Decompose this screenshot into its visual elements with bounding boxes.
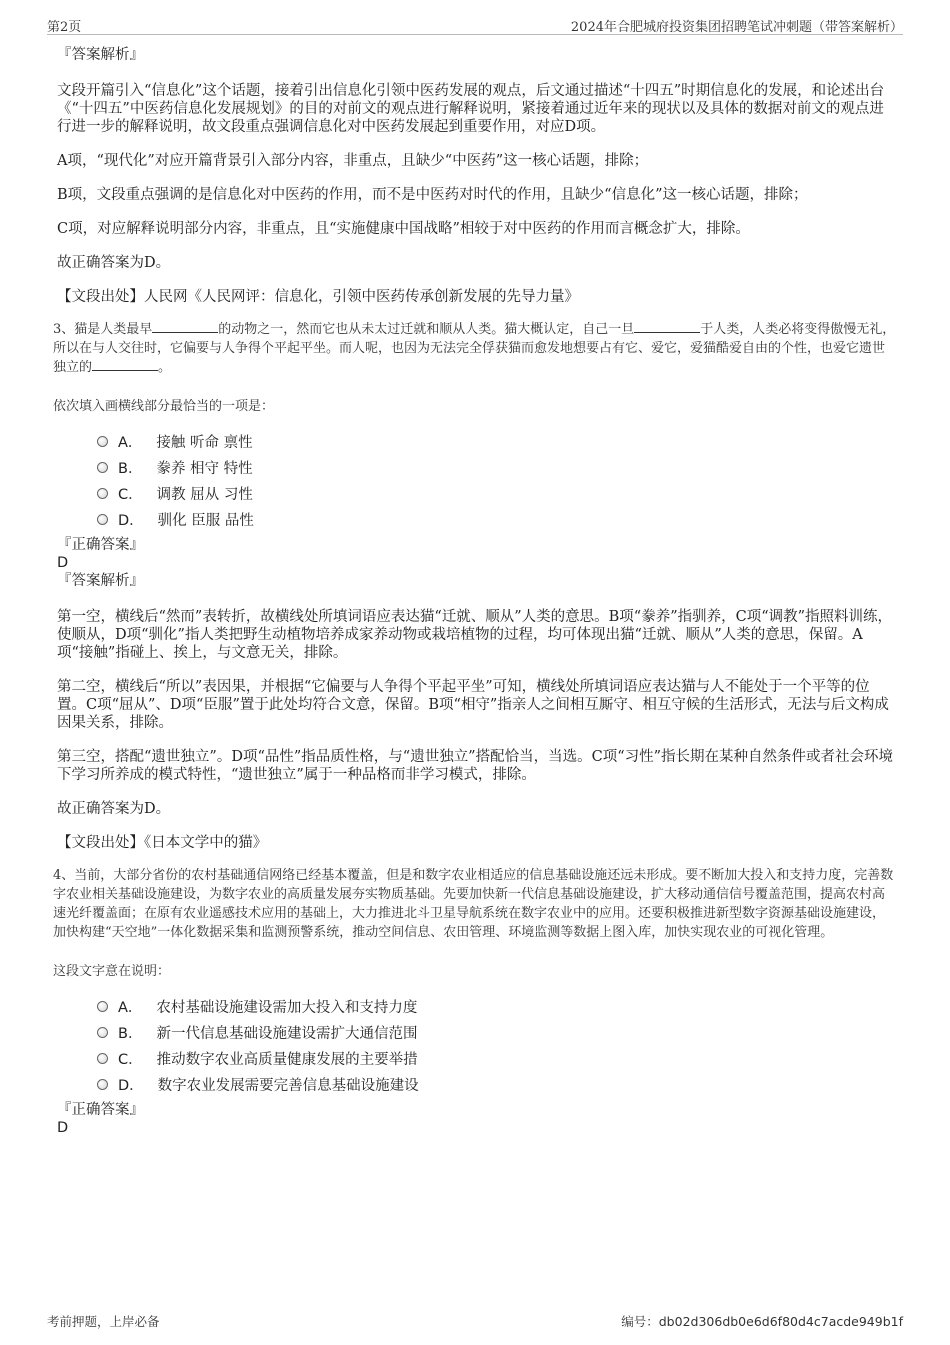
source: 【文段出处】《日本文学中的猫》 — [57, 835, 268, 851]
q3-option-d[interactable]: D． 驯化 臣服 品性 — [97, 506, 897, 532]
radio-icon[interactable] — [97, 488, 108, 499]
q3-option-b[interactable]: B． 豢养 相守 特性 — [97, 454, 897, 480]
document-title: 2024年合肥城府投资集团招聘笔试冲刺题（带答案解析） — [570, 20, 903, 35]
option-b-analysis: B项，文段重点强调的是信息化对中医药的作用，而不是中医药对时代的作用，且缺少“信息化”这一核心话题，排除； — [57, 187, 808, 203]
conclusion: 故正确答案为D。 — [57, 801, 171, 817]
option-a-analysis: A项，“现代化”对应开篇背景引入部分内容，非重点，且缺少“中医药”这一核心话题，排除； — [57, 153, 649, 169]
blank-2 — [634, 320, 700, 333]
source: 【文段出处】人民网《人民网评：信息化，引领中医药传承创新发展的先导力量》 — [57, 289, 579, 305]
answer-value: D — [57, 555, 69, 571]
q3-option-c[interactable]: C． 调教 屈从 习性 — [97, 480, 897, 506]
radio-icon[interactable] — [97, 1053, 108, 1064]
question-3-options — [97, 428, 897, 532]
radio-icon[interactable] — [97, 1079, 108, 1090]
conclusion: 故正确答案为D。 — [57, 255, 171, 271]
q4-option-a[interactable]: A． 农村基础设施建设需加大投入和支持力度 — [97, 993, 897, 1019]
page-header — [47, 14, 903, 35]
question-3-ask: 依次填入画横线部分最恰当的一项是： — [53, 399, 275, 414]
analysis-label: 『答案解析』 — [57, 47, 144, 63]
blank-1 — [152, 320, 218, 333]
radio-icon[interactable] — [97, 1001, 108, 1012]
answer-label: 『正确答案』 — [57, 1102, 144, 1118]
radio-icon[interactable] — [97, 1027, 108, 1038]
footer-slogan: 考前押题，上岸必备 — [47, 1314, 160, 1329]
q4-option-c[interactable]: C． 推动数字农业高质量健康发展的主要举措 — [97, 1045, 897, 1071]
analysis-blank-2: 第二空，横线后“所以”表因果，并根据“它偏要与人争得个平起平坐”可知，横线处所填词语应表达猫与人不能处于一个平等的位置。C项“屈从”、D项“臣服”置于此处均符合文意，保留。B项“相守”指亲人之间相互厮守、相互守候的生活形式，无法与后文构成因果关系，排除。 — [57, 679, 889, 731]
answer-value: D — [57, 1120, 69, 1136]
q3-option-a[interactable]: A． 接触 听命 禀性 — [97, 428, 897, 454]
question-3-text: 3、猫是人类最早 的动物之一，然而它也从未太过迁就和顺从人类。猫大概认定，自己一旦 于人类，人类必将变得傲慢无礼，所以在与人交往时，它偏要与人争得个平起平坐。而人呢，也因为无法完全俘获猫而愈发地想要占有它、爱它，爱猫酷爱自由的个性，也爱它遗世独立的 。 — [53, 322, 896, 375]
analysis-label: 『答案解析』 — [57, 573, 144, 589]
document-id: 编号：db02d306db0e6d6f80d4c7acde949b1f — [621, 1314, 903, 1329]
radio-icon[interactable] — [97, 436, 108, 447]
page-content — [53, 46, 897, 1137]
analysis-blank-3: 第三空，搭配“遗世独立”。D项“品性”指品质性格，与“遗世独立”搭配恰当，当选。C项“习性”指长期在某种自然条件或者社会环境下学习所养成的模式特性，“遗世独立”属于一种品格而非学习模式，排除。 — [57, 749, 894, 783]
page-number: 第2页 — [47, 20, 82, 35]
option-c-analysis: C项，对应解释说明部分内容，非重点，且“实施健康中国战略”相较于对中医药的作用而言概念扩大，排除。 — [57, 221, 750, 237]
question-4-text: 4、当前，大部分省份的农村基础通信网络已经基本覆盖，但是和数字农业相适应的信息基础设施还远未形成。要不断加大投入和支持力度，完善数字农业相关基础设施建设，为数字农业的高质量发展夯实物质基础。先要加快新一代信息基础设施建设，扩大移动通信信号覆盖范围，提高农村高速光纤覆盖面；在原有农业遥感技术应用的基础上，大力推进北斗卫星导航系统在数字农业中的应用。还要积极推进新型数字资源基础设施建设，加快构建“天空地”一体化数据采集和监测预警系统，推动空间信息、农田管理、环境监测等数据上图入库，加快实现农业的可视化管理。 — [53, 868, 894, 940]
analysis-blank-1: 第一空，横线后“然而”表转折，故横线处所填词语应表达猫“迁就、顺从”人类的意思。B项“豢养”指驯养，C项“调教”指照料训练，使顺从，D项“驯化”指人类把野生动植物培养成家养动物或栽培植物的过程，均可体现出猫“迁就、顺从”人类的意思，保留。A项“接触”指碰上、挨上，与文意无关，排除。 — [57, 609, 893, 661]
q4-option-d[interactable]: D． 数字农业发展需要完善信息基础设施建设 — [97, 1071, 897, 1097]
answer-label: 『正确答案』 — [57, 537, 144, 553]
question-4-options — [97, 993, 897, 1097]
q4-option-b[interactable]: B． 新一代信息基础设施建设需扩大通信范围 — [97, 1019, 897, 1045]
radio-icon[interactable] — [97, 462, 108, 473]
question-4-ask: 这段文字意在说明： — [53, 964, 171, 979]
blank-3 — [92, 358, 158, 371]
radio-icon[interactable] — [97, 514, 108, 525]
analysis-text: 文段开篇引入“信息化”这个话题，接着引出信息化引领中医药发展的观点，后文通过描述“十四五”时期信息化的发展，和论述出台《“十四五”中医药信息化发展规划》的目的对前文的观点进行解释说明，紧接着通过近年来的现状以及具体的数据对前文的观点进行进一步的解释说明，故文段重点强调信息化对中医药发展起到重要作用，对应D项。 — [57, 83, 885, 135]
